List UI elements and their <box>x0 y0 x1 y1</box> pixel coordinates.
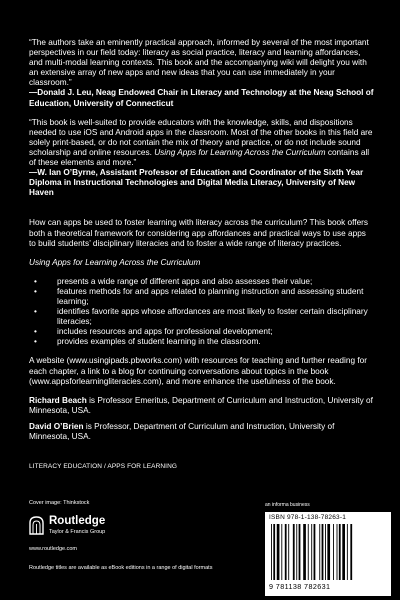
bullet-icon: • <box>34 327 37 337</box>
author-name-2: David O’Brien <box>29 421 84 431</box>
barcode-bar <box>277 524 280 580</box>
website-paragraph: A website (www.usingipads.pbworks.com) with resources for teaching and further reading for each chapter, a link to a blog for continuing conversations about topics in the book (www.appsforlearningliteracies.com), and more enhance the usefulness of the book. <box>29 356 367 386</box>
category-label: LITERACY EDUCATION / APPS FOR LEARNING <box>29 463 178 471</box>
barcode-bar <box>337 524 338 580</box>
list-item <box>29 327 375 337</box>
author-text-2: is Professor, Department of Curriculum and Instruction, University of Minnesota, USA. <box>29 421 335 441</box>
barcode-block <box>265 512 391 596</box>
author-text-1: is Professor Emeritus, Department of Curriculum and Instruction, University of Minnesota, USA. <box>29 395 373 415</box>
barcode-bar <box>281 524 282 580</box>
book-description: How can apps be used to foster learning with literacy across the curriculum? This book offers both a theoretical framework for considering app affordances and practical ways to use apps to build students’ disciplinary literacies and to foster a wide range of literacy practices. <box>29 218 369 248</box>
barcode-bar <box>299 524 301 580</box>
testimonial-2-quote-start: “This book is well-suited to provide educators with the knowledge, skills, and dispositions needed to use iOS and Android apps in the classroom. Most of the other books in this field are solely print-based, or do not contain the mix of theory and practice, or do not include sound scholarship and online resources. <box>29 117 373 157</box>
barcode-bar <box>308 524 309 580</box>
publisher-website[interactable]: www.routledge.com <box>29 546 77 552</box>
bullet-icon: • <box>34 276 37 286</box>
testimonial-2-attribution: —W. Ian O’Byrne, Assistant Professor of Education and Coordinator of the Sixth Year Diploma in Instructional Technologies and Digital Media Literacy, University of New Haven <box>29 168 364 198</box>
barcode-bar <box>293 524 295 580</box>
publisher-logo <box>29 512 159 548</box>
feature-text: identifies favorite apps whose affordances are most likely to foster certain disciplinary literacies; <box>57 307 368 327</box>
publisher-footer <box>29 500 375 592</box>
barcode-bar <box>339 524 341 580</box>
feature-text: provides examples of student learning in the classroom. <box>57 337 261 347</box>
testimonial-1-quote: “The authors take an eminently practical approach, informed by several of the most important perspectives in our field today: literacy as social practice, literacy and learning affordances, and multi-modal learning contexts. This book and the accompanying wiki will delight you with an extensive array of new apps and new ideas that you can use immediately in your classroom.” <box>29 38 369 88</box>
bullet-icon: • <box>34 286 37 296</box>
imprint-label: an informa business <box>265 502 310 508</box>
barcode-digits: 9 781138 782631 <box>269 582 331 591</box>
routledge-logo-icon <box>29 516 44 535</box>
barcode-bar <box>296 524 297 580</box>
list-item <box>29 307 375 327</box>
barcode-bar <box>288 524 289 580</box>
back-cover-text <box>29 38 375 472</box>
barcode-bar <box>314 524 316 580</box>
feature-list <box>29 277 375 348</box>
author-bio-1 <box>29 396 375 416</box>
bullet-icon: • <box>34 307 37 317</box>
cover-image-credit: Cover image: Thinkstock <box>29 500 90 506</box>
barcode-bar <box>342 524 345 580</box>
barcode-bar <box>271 524 272 580</box>
barcode-bar <box>273 524 275 580</box>
ebook-note: Routledge titles are available as eBook editions in a range of digital formats <box>29 565 213 571</box>
barcode-bar <box>327 524 330 580</box>
testimonial-2-quote <box>29 118 375 168</box>
list-item <box>29 337 375 347</box>
barcode-bar <box>303 524 306 580</box>
barcode-bar <box>311 524 312 580</box>
list-item <box>29 287 375 307</box>
barcode-bar <box>322 524 324 580</box>
testimonial-2-quote-title: Using Apps for Learning Across the Curriculum <box>154 147 326 157</box>
bullet-icon: • <box>34 337 37 347</box>
author-name-1: Richard Beach <box>29 395 87 405</box>
barcode-icon <box>269 524 387 580</box>
testimonial-2-quote-end: contains all of these elements and more.” <box>29 147 370 168</box>
feature-text: includes resources and apps for professional development; <box>57 327 273 337</box>
testimonial-1-attribution: —Donald J. Leu, Neag Endowed Chair in Literacy and Technology at the Neag School of Education, University of Connecticut <box>29 88 374 108</box>
barcode-bar <box>350 524 352 580</box>
isbn-text: ISBN 978-1-138-78263-1 <box>269 514 347 521</box>
barcode-bar <box>285 524 287 580</box>
feature-text: presents a wide range of different apps and also assesses their value; <box>57 276 313 286</box>
publisher-group: Taylor & Francis Group <box>49 529 106 535</box>
feature-text: features methods for and apps related to planning instruction and assessing student learning; <box>57 286 364 306</box>
book-title: Using Apps for Learning Across the Curriculum <box>29 257 201 267</box>
barcode-bar <box>319 524 320 580</box>
author-bio-2 <box>29 422 375 442</box>
barcode-bar <box>347 524 348 580</box>
barcode-bar <box>325 524 326 580</box>
barcode-bar <box>333 524 334 580</box>
publisher-name: Routledge <box>49 515 106 527</box>
list-item <box>29 277 375 287</box>
